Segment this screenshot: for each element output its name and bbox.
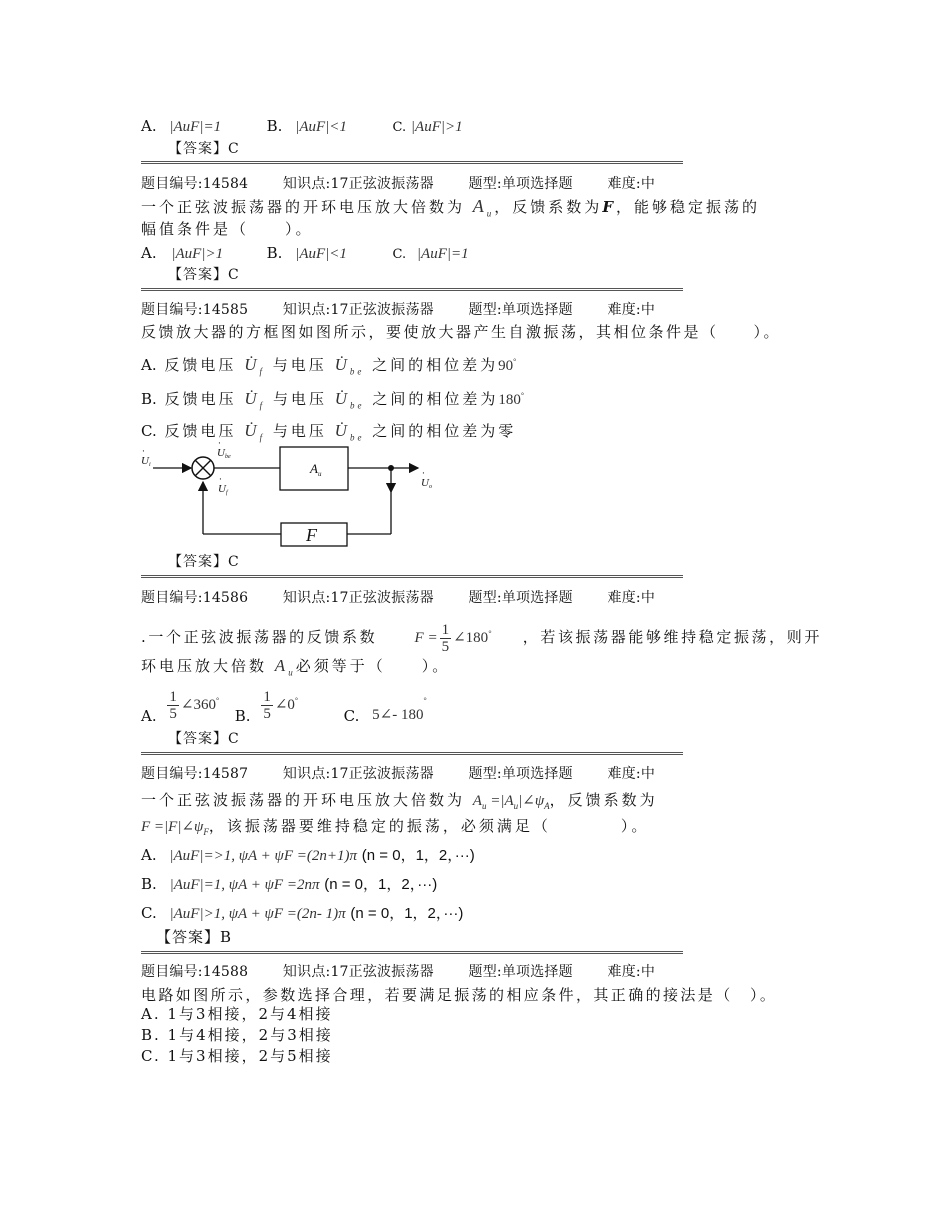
feedback-block-diagram <box>135 442 455 557</box>
q2-option-c-label: C. <box>141 422 157 440</box>
q4-f-expr: $F =|F|\angle\psi_F$ <box>141 819 209 837</box>
q4-option-c-n: (n = 0，1，2，···) <box>350 905 464 922</box>
q0-option-c-expr: |AuF|>1 <box>410 119 463 135</box>
q2-option-c-mid: 与电压 <box>272 422 327 440</box>
q2-option-b-mid: 与电压 <box>272 390 327 408</box>
q1-stem-line2: 幅值条件是（ ）。 <box>141 220 314 238</box>
q2-difficulty: 难度:中 <box>607 302 656 318</box>
q4-option-a-n: (n = 0，1，2，···) <box>361 847 475 864</box>
q3-difficulty: 难度:中 <box>607 590 656 606</box>
svg-text:·: · <box>422 469 425 479</box>
q2-id: 题目编号:14585 <box>141 302 249 318</box>
q1-option-a-expr: |AuF|>1 <box>171 246 224 262</box>
q0-option-c-label: C. <box>392 120 407 135</box>
q1-type: 题型:单项选择题 <box>468 176 573 192</box>
q3-meta <box>141 588 685 608</box>
svg-text:·: · <box>219 475 222 485</box>
q1-id: 题目编号:14584 <box>141 176 249 192</box>
q2-knowledge: 知识点:17正弦波振荡器 <box>282 302 434 318</box>
q3-answer: 【答案】C <box>168 731 240 747</box>
q3-au-symbol: $A_u$ <box>274 656 296 678</box>
q4-stem2-a: ，该振荡器要维持稳定的振荡，必须满足（ <box>208 817 551 835</box>
q4-option-b-label: B. <box>141 875 157 893</box>
q0-options-row <box>141 116 463 138</box>
q4-stem2-b: ）。 <box>620 817 650 835</box>
q4-option-c <box>141 903 463 924</box>
q1-answer: 【答案】C <box>168 267 240 283</box>
svg-text:·: · <box>142 447 145 457</box>
separator <box>141 288 683 291</box>
q4-stem-a: 一个正弦波振荡器的开环电压放大倍数为 <box>141 791 466 809</box>
q5-stem: 电路如图所示，参数选择合理，若要满足振荡的相应条件，其正确的接法是（ ）。 <box>141 986 778 1004</box>
q3-stem-line2 <box>141 656 450 682</box>
q1-stem-a: 一个正弦波振荡器的开环电压放大倍数为 <box>141 198 466 216</box>
q1-meta <box>141 174 685 194</box>
q2-stem: 反馈放大器的方框图如图所示，要使放大器产生自激振荡，其相位条件是（ ）。 <box>141 323 782 341</box>
q4-option-a-label: A. <box>141 846 157 864</box>
label-uo: Uo <box>421 477 432 490</box>
ube-symbol: $U̇_{be}$ <box>334 389 365 411</box>
q0-answer: 【答案】C <box>168 141 240 157</box>
uf-symbol: $U̇_f$ <box>244 355 265 377</box>
q4-option-c-label: C. <box>141 904 157 922</box>
label-f: F <box>306 525 317 545</box>
separator <box>141 161 683 164</box>
q4-meta <box>141 764 685 784</box>
q4-au-expr: $A_u$ $=|A_u|\angle\psi_A$ <box>472 793 550 811</box>
q1-stem-b: ，反馈系数为 <box>494 198 603 216</box>
q5-meta <box>141 962 685 982</box>
label-uf: Uf <box>218 483 228 496</box>
q2-option-c-post: 之间的相位差为零 <box>372 422 517 440</box>
q3-option-b-value: ∠0 <box>274 697 295 713</box>
q1-option-c-expr: |AuF|=1 <box>416 246 469 262</box>
q0-option-b-expr: |AuF|<1 <box>295 119 347 135</box>
q5-option-b: B. 1与4相接，2与3相接 <box>141 1026 333 1044</box>
q5-knowledge: 知识点:17正弦波振荡器 <box>282 964 434 980</box>
ube-symbol: $U̇_{be}$ <box>334 421 365 443</box>
q2-type: 题型:单项选择题 <box>468 302 573 318</box>
q4-answer: 【答案】B <box>156 928 233 946</box>
q2-option-c-pre: 反馈电压 <box>164 422 237 440</box>
uf-symbol: $U̇_f$ <box>244 421 266 443</box>
q3-option-b-label: B. <box>234 707 251 725</box>
q3-option-a-frac: $\frac{1}{5}$ <box>169 688 177 722</box>
q3-option-a-value: ∠360 <box>180 697 216 713</box>
q0-option-a-label: A. <box>141 117 157 135</box>
q3-knowledge: 知识点:17正弦波振荡器 <box>282 590 434 606</box>
q4-option-b-expr: |AuF|=1, ψA + ψF =2nπ <box>169 877 320 893</box>
q4-stem-line2 <box>141 816 649 842</box>
q2-option-b-pre: 反馈电压 <box>164 390 237 408</box>
q4-option-b-n: (n = 0，1，2，···) <box>324 876 438 893</box>
q2-option-a-label: A. <box>141 356 157 374</box>
q1-au-symbol: $A_u$ <box>472 196 495 219</box>
q1-stem-c: ，能够稳定振荡的 <box>615 198 760 216</box>
q2-option-a-value: 90 <box>498 358 514 374</box>
q2-option-b: B. 反馈电压 $U̇_f$ 与电压 $U̇_{be}$ 之间的相位差为180° <box>141 389 528 411</box>
q2-meta <box>141 300 685 320</box>
q4-option-c-expr: |AuF|>1, ψA + ψF =(2n- 1)π <box>169 906 346 922</box>
q4-knowledge: 知识点:17正弦波振荡器 <box>282 766 434 782</box>
q4-difficulty: 难度:中 <box>607 766 656 782</box>
q4-option-a-expr: |AuF|=>1, ψA + ψF =(2n+1)π <box>169 848 358 864</box>
q3-stem2-a: 环电压放大倍数 <box>141 657 268 675</box>
separator <box>141 752 683 755</box>
q1-option-a-label: A. <box>141 244 157 262</box>
separator <box>141 575 683 578</box>
q3-option-c-label: C. <box>343 707 360 725</box>
q5-option-c: C. 1与3相接，2与5相接 <box>141 1047 333 1065</box>
q1-option-b-expr: |AuF|<1 <box>295 246 347 262</box>
q2-option-a-post: 之间的相位差为 <box>372 356 499 374</box>
uf-symbol: $U̇_f$ <box>244 389 266 411</box>
q3-stem-b: ，若该振荡器能够维持稳定振荡，则开 <box>522 627 822 646</box>
q1-options-row <box>141 243 469 265</box>
q4-stem-line1 <box>141 790 658 816</box>
q3-options-row: A. $\frac{1}{5}$ ∠360° B. $\frac{1}{5}$ ∠0° C. 5∠- 180° <box>141 688 427 725</box>
q3-option-a-label: A. <box>141 707 157 725</box>
q2-answer: 【答案】C <box>168 554 240 570</box>
q3-option-b-frac: $\frac{1}{5}$ <box>263 688 271 722</box>
q3-stem-a: .一个正弦波振荡器的反馈系数 <box>141 627 378 646</box>
q2-option-a-mid: 与电压 <box>272 356 327 374</box>
q3-type: 题型:单项选择题 <box>468 590 573 606</box>
q2-option-a: A. 反馈电压 $U̇_f$ 与电压 $U̇_{be}$ 之间的相位差为90° <box>141 355 520 377</box>
q3-stem2-b: 必须等于（ ）。 <box>295 657 451 675</box>
separator <box>141 951 683 954</box>
q2-option-b-post: 之间的相位差为 <box>372 390 499 408</box>
q2-option-a-pre: 反馈电压 <box>164 356 237 374</box>
svg-text:·: · <box>218 442 221 449</box>
label-ube: Ube <box>217 447 231 460</box>
label-au: $A_u$ <box>310 461 322 478</box>
q4-option-b <box>141 874 437 895</box>
q1-difficulty: 难度:中 <box>607 176 656 192</box>
q3-option-c-value: 5∠- 180 <box>372 707 424 723</box>
q0-option-a-expr: |AuF|=1 <box>169 119 222 135</box>
ube-symbol: $U̇_{be}$ <box>334 355 365 377</box>
q1-option-b-label: B. <box>266 244 283 262</box>
q3-stem-line1 <box>141 622 822 655</box>
q4-id: 题目编号:14587 <box>141 766 249 782</box>
q1-knowledge: 知识点:17正弦波振荡器 <box>282 176 434 192</box>
q5-type: 题型:单项选择题 <box>468 964 573 980</box>
q2-option-b-label: B. <box>141 390 157 408</box>
q5-option-a: A. 1与3相接，2与4相接 <box>141 1005 333 1023</box>
q4-type: 题型:单项选择题 <box>468 766 573 782</box>
q4-option-a <box>141 845 475 866</box>
q3-f-expr: F = $\frac{1}{5}$ ∠180° <box>414 622 492 655</box>
q0-option-b-label: B. <box>266 117 283 135</box>
q3-id: 题目编号:14586 <box>141 590 249 606</box>
q4-stem-b: ，反馈系数为 <box>549 791 658 809</box>
q2-option-b-value: 180 <box>498 392 521 408</box>
q1-stem-f: F <box>602 198 616 216</box>
q5-id: 题目编号:14588 <box>141 964 249 980</box>
q1-option-c-label: C. <box>392 247 407 262</box>
q5-difficulty: 难度:中 <box>607 964 656 980</box>
label-ui: Ui <box>141 455 151 468</box>
